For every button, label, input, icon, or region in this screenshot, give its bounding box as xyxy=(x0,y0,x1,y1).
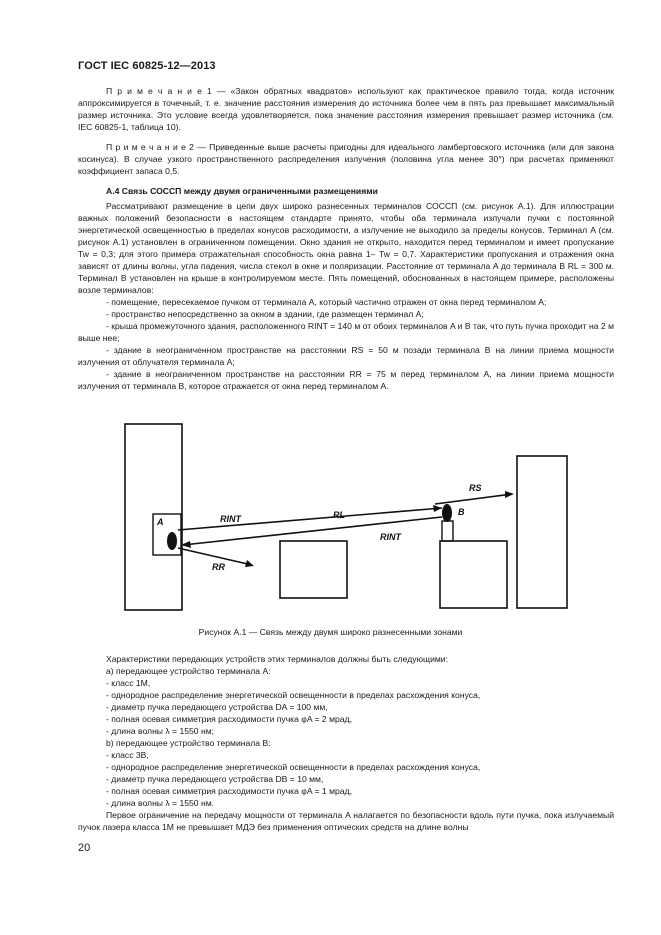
list-item: - полная осевая симметрия расходимости пучка φA = 1 мрад, xyxy=(106,786,352,796)
paragraph-1: Рассматривают размещение в цепи двух широко разнесенных терминалов СОССП (см. рисунок А.1). Для иллюстрации важных положений безопасности в настоящем стандарте принято, чтобы оба терминала излучали пучки с постоянной энергетической освещенностью в пределах конусов расходимости, а излучение не выходило за пределы конусов. Терминал A (см. рисунок А.1) установлен в ограниченном помещении. Окно здания не открыто, находится перед терминалом и имеет пропускание Tw = 0,3; для этого примера отражательная способность окна равна 1– Tw = 0,7. Характеристики пропускания и отражения окна зависят от длины волны, угла падения, числа стекол в окне и поляризации. Расстояние от терминала A до терминала B RL = 300 м. Терминал B установлен на крыше в контролируемом месте. Пять помещений, обоснованных в настоящем примере, расположены возле терминалов: xyxy=(78,201,614,295)
label-terminal-b: B xyxy=(458,507,465,517)
list-item: - однородное распределение энергетической освещенности в пределах расхождения конуса, xyxy=(106,762,481,772)
arrowhead xyxy=(433,505,442,512)
terminal-b-mount xyxy=(442,521,453,541)
section-heading: А.4 Связь СОССП между двумя ограниченными размещениями xyxy=(106,186,378,196)
list-item: - крыша промежуточного здания, расположенного RINT = 140 м от обоих терминалов A и B так, что путь пучка проходит на 2 м выше нее; xyxy=(78,321,614,343)
terminal-b-icon xyxy=(442,504,452,522)
label-terminal-a: A xyxy=(157,517,164,527)
list-item: - класс 3В, xyxy=(106,750,149,760)
label-rint-top: RINT xyxy=(220,514,241,524)
list-item: - однородное распределение энергетической освещенности в пределах расхождения конуса, xyxy=(106,690,481,700)
list-item: - здание в неограниченном пространстве на расстоянии RS = 50 м позади терминала B на линии приема мощности излучения от облучателя терминала A; xyxy=(78,345,614,367)
paragraph-2: Характеристики передающих устройств этих терминалов должны быть следующими: xyxy=(106,654,448,664)
note-1: П р и м е ч а н и е 1 — «Закон обратных квадратов» используют как практическое правило тогда, когда источник аппроксимируется в точечный, т. е. значение расстояния измерения до источника более чем в пять раз превышает максимальный размер источника. Это условие всегда удовлетворяется, пока значение расстояния измерения превышает размер источника (см. IEC 60825-1, таблица 10). xyxy=(78,86,614,132)
list-item: - класс 1М, xyxy=(106,678,151,688)
figure-caption: Рисунок А.1 — Связь между двумя широко разнесенными зонами xyxy=(198,627,463,637)
list-item: - длина волны λ = 1550 нм; xyxy=(106,726,215,736)
intermediate-building xyxy=(280,541,347,598)
list-a-title: а) передающее устройство терминала A: xyxy=(106,666,271,676)
arrowhead xyxy=(245,560,254,567)
label-rs: RS xyxy=(469,483,482,493)
list-item: - здание в неограниченном пространстве на расстоянии RR = 75 м перед терминалом A, на линии приема мощности излучения от терминала B, которое отражается от окна перед терминалом A. xyxy=(78,369,614,391)
list-item: - диаметр пучка передающего устройства DA = 100 мм, xyxy=(106,702,328,712)
label-rr: RR xyxy=(212,562,225,572)
terminal-a-icon xyxy=(167,532,177,550)
building-s xyxy=(517,456,567,608)
arrowhead xyxy=(505,491,514,498)
beam-line-upper xyxy=(178,508,442,530)
note-2: П р и м е ч а н и е 2 — Приведенные выше расчеты пригодны для идеального ламбертовского источника (или для закона косинуса). В случае узкого пространственного распределения излучения (половина угла менее 30°) при расчетах применяют коэффициент запаса 0,5. xyxy=(78,142,614,176)
list-item: - помещение, пересекаемое пучком от терминала A, который частично отражен от окна перед терминалом A; xyxy=(106,297,547,307)
building-b xyxy=(440,541,507,608)
page-number: 20 xyxy=(78,842,91,854)
list-b-title: b) передающее устройство терминала B: xyxy=(106,738,271,748)
document-header: ГОСТ IEC 60825-12—2013 xyxy=(78,60,216,72)
label-rint-bottom: RINT xyxy=(380,532,401,542)
lower-text-block xyxy=(78,653,614,833)
list-item: - длина волны λ = 1550 нм. xyxy=(106,798,215,808)
beam-line-rs xyxy=(435,494,512,504)
paragraph-3: Первое ограничение на передачу мощности от терминала A налагается по безопасности вдоль пути пучка, пока излучаемый пучок лазера класса 1М не превышает МДЭ без применения оптических средств на длине волны xyxy=(78,810,614,832)
list-item: - диаметр пучка передающего устройства DB = 10 мм, xyxy=(106,774,324,784)
list-item: - пространство непосредственно за окном в здании, где размещен терминал A; xyxy=(106,309,424,319)
list-item: - полная осевая симметрия расходимости пучка φA = 2 мрад, xyxy=(106,714,352,724)
label-rl: RL xyxy=(333,510,345,520)
